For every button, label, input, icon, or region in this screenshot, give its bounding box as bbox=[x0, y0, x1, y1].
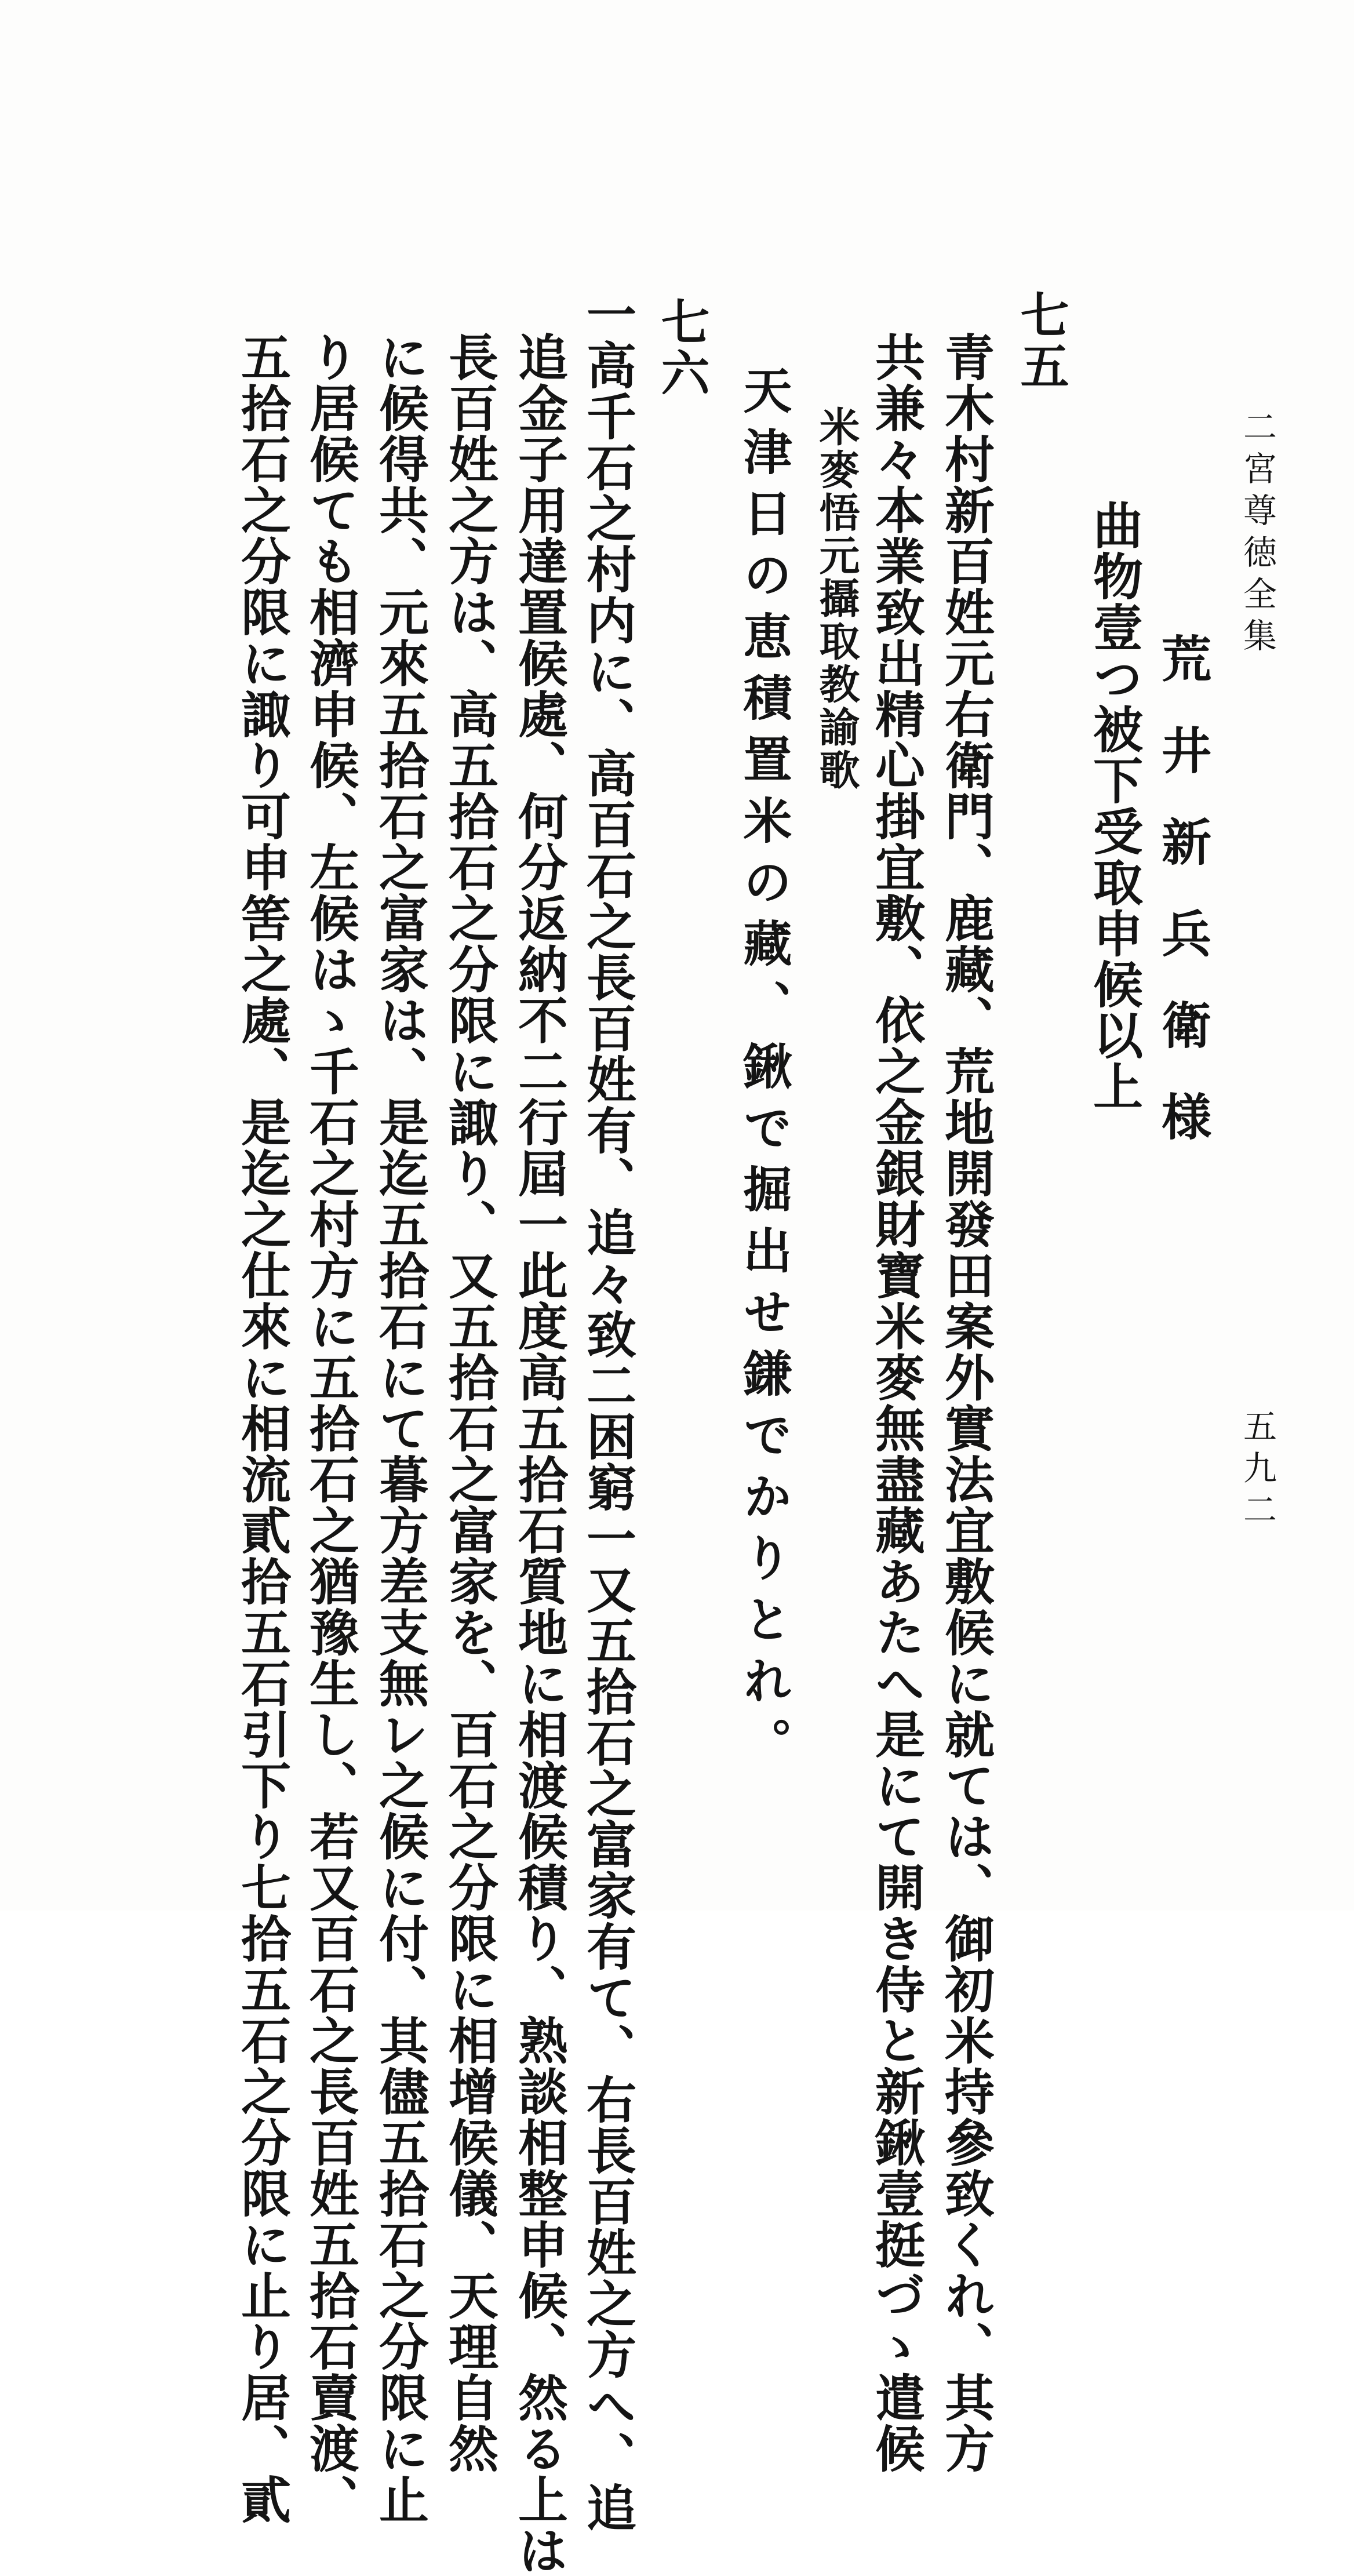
section-76-line-1: 一高千石之村内に、高百石之長百姓有、追々致二困窮一又五拾石之富家有て、右長百姓之方へ、追 bbox=[578, 289, 636, 2533]
section-75-line-1: 青木村新百姓元右衛門、鹿藏、荒地開發田案外實法宜敷候に就ては、御初米持參致くれ、其方 bbox=[936, 332, 995, 2474]
section-number-76: 七六 bbox=[653, 297, 711, 399]
section-76-line-3: 長百姓之方は、高五拾石之分限に諏り、又五拾石之富家を、百石之分限に相增候儀、天理自然 bbox=[440, 332, 498, 2474]
section-76-line-6: 五拾石之分限に諏り可申筈之處、是迄之仕來に相流貳拾五石引下り七拾五石之分限に止り居、貳 bbox=[232, 332, 291, 2525]
letter-closing: 曲物壹つ被下受取申候以上 bbox=[1084, 500, 1143, 1112]
page-number: 五九二 bbox=[1237, 1409, 1277, 1534]
section-75-poem-title: 米麥悟元攝取教諭歌 bbox=[813, 406, 861, 792]
section-number-75: 七五 bbox=[1013, 290, 1070, 392]
section-76-line-4: に候得共、元來五拾石之富家は、是迄五拾石にて暮方差支無レ之候に付、其儘五拾石之分限に止 bbox=[370, 332, 429, 2525]
running-header-title: 二宮尊徳全集 bbox=[1237, 409, 1277, 660]
section-76-line-5: り居候ても相濟申候、左候はゝ千石之村方に五拾石之猶豫生し、若又百石之長百姓五拾石賣渡、 bbox=[301, 332, 359, 2525]
section-75-line-2: 共兼々本業致出精心掛宜敷、依之金銀財寶米麥無盡藏あたへ是にて開き侍と新鍬壹挺づゝ遣候 bbox=[867, 332, 925, 2474]
letter-addressee: 荒井新兵衛様 bbox=[1153, 633, 1211, 1183]
section-75-poem: 天津日の恵積置米の藏、鍬で掘出せ鎌でかりとれ。 bbox=[736, 365, 793, 1778]
section-76-line-2: 追金子用達置候處、何分返納不二行屆一此度高五拾石質地に相渡候積り、熟談相整申候、然る上は bbox=[509, 332, 568, 2576]
